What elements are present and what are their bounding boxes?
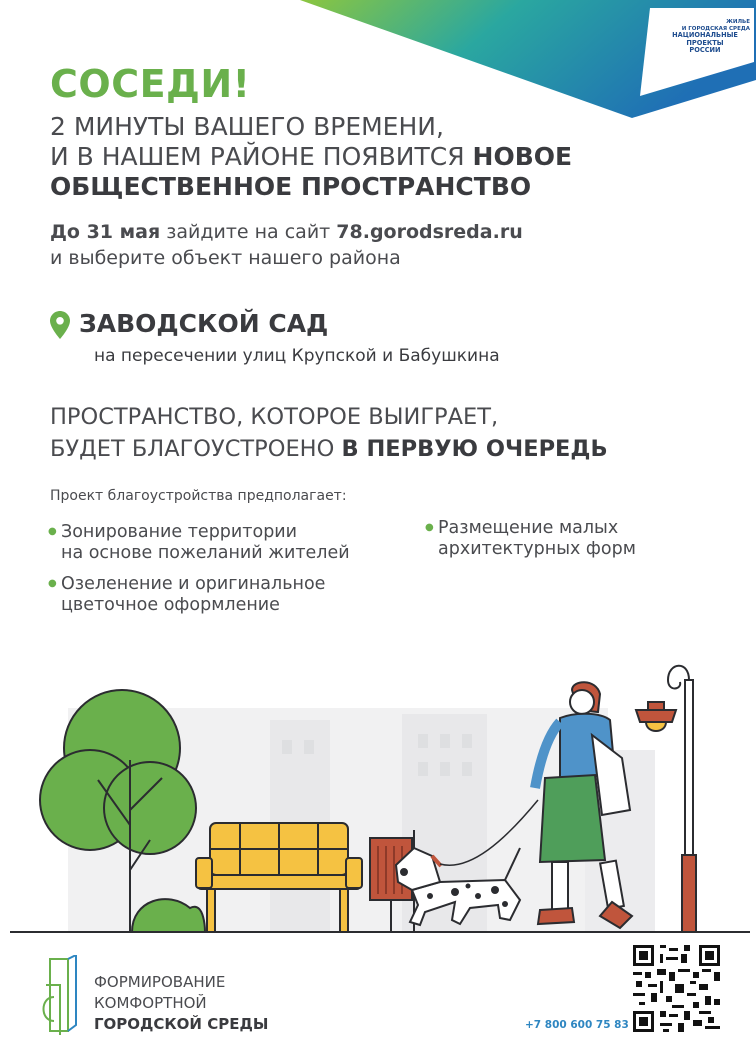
phone-number[interactable]: +7 800 600 75 83: [525, 1019, 629, 1031]
comfortable-environment-logo: [36, 955, 84, 1035]
feature-item: ● Размещение малых архитектурных форм: [425, 518, 636, 559]
feature-item: ● Зонирование территории на основе пожеланий жителей: [48, 522, 350, 563]
site-link[interactable]: 78.gorodsreda.ru: [336, 221, 523, 243]
place-name: ЗАВОДСКОЙ САД: [79, 309, 329, 338]
qr-code[interactable]: [633, 945, 720, 1032]
logo-text: ФОРМИРОВАНИЕ КОМФОРТНОЙ ГОРОДСКОЙ СРЕДЫ: [94, 973, 269, 1033]
project-intro: Проект благоустройства предполагает:: [50, 488, 347, 504]
intro-text: 2 МИНУТЫ ВАШЕГО ВРЕМЕНИ, И В НАШЕМ РАЙОНЕ ПОЯВИТСЯ НОВОЕ ОБЩЕСТВЕННОЕ ПРОСТРАНСТВО: [50, 112, 573, 201]
badge-label: НАЦИОНАЛЬНЫЕ ПРОЕКТЫ РОССИИ: [672, 31, 738, 54]
deadline-text: До 31 мая зайдите на сайт 78.gorodsreda.ru и выберите объект нашего района: [50, 221, 523, 269]
winner-text: ПРОСТРАНСТВО, КОТОРОЕ ВЫИГРАЕТ, БУДЕТ БЛАГОУСТРОЕНО В ПЕРВУЮ ОЧЕРЕДЬ: [50, 404, 608, 462]
place-address: на пересечении улиц Крупской и Бабушкина: [94, 346, 500, 366]
headline: СОСЕДИ!: [50, 62, 251, 106]
feature-item: ● Озеленение и оригинальное цветочное оформление: [48, 574, 326, 615]
location-pin-icon: [50, 311, 70, 339]
badge-top-text: ЖИЛЬЕ И ГОРОДСКАЯ СРЕДА: [681, 19, 750, 32]
park-illustration: [0, 650, 756, 940]
